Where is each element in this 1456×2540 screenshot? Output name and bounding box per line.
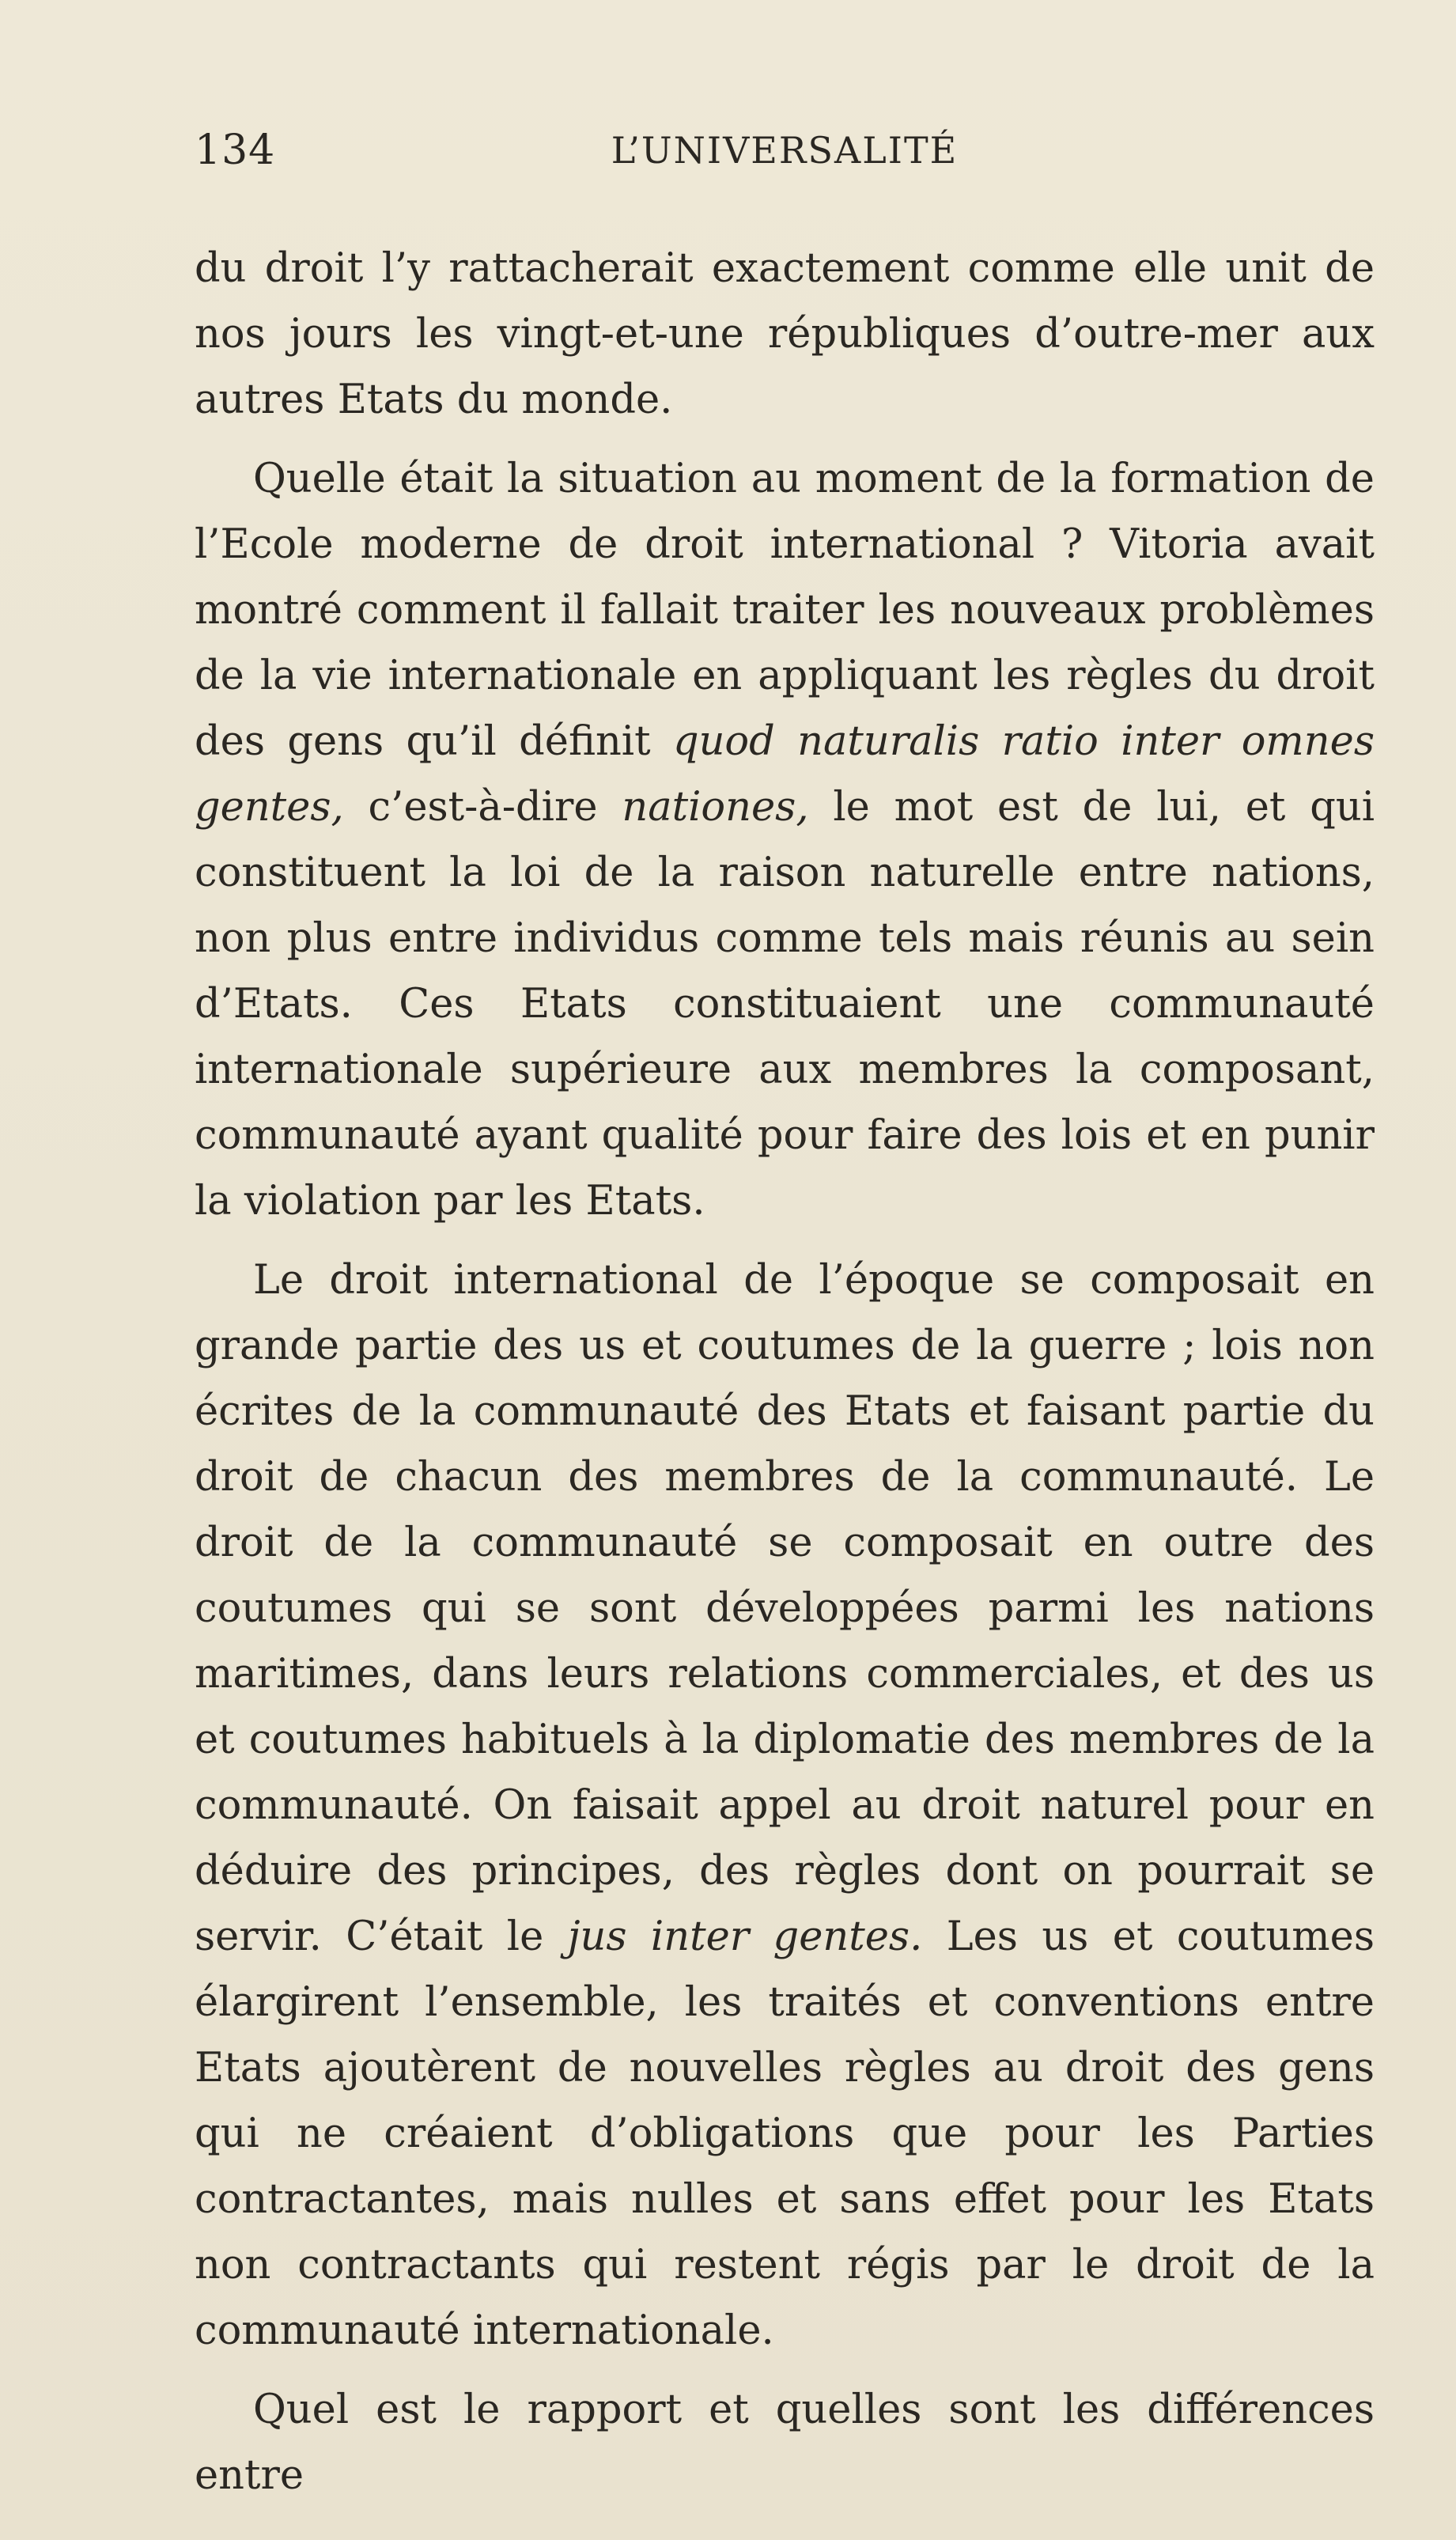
paragraph-4-text: Quel est le rapport et quelles sont les différences entre [195,2387,1375,2499]
paragraph-1 [195,236,1375,433]
paragraph-2-text-a: Quelle était la situation au moment de la formation de l’Ecole moderne de droit international ? Vitoria avait montré comment il fallait traiter les nouveaux problèmes de la vie internationale en appliquant les règles du droit des gens qu’il définit [195,456,1375,765]
paragraph-3-text-b: Les us et coutumes élargirent l’ensemble, les traités et conventions entre Etats ajoutèrent de nouvelles règles au droit des gens qui ne créaient d’obligations que pour les Parties contractantes, mais nulles et sans effet pour les Etats non contractants qui restent régis par le droit de la communauté internationale. [195,1914,1375,2354]
paragraph-3 [195,1247,1375,2364]
latin-phrase-quod-naturalis: quod naturalis ratio inter omnes gentes, [195,718,1375,831]
latin-word-nationes: nationes, [622,784,809,831]
paragraph-1-text: du droit l’y rattacherait exactement comme elle unit de nos jours les vingt-et-une républiques d’outre-mer aux autres Etats du monde. [195,245,1375,423]
paragraph-2-text-c: le mot est de lui, et qui constituent la loi de la raison naturelle entre nations, non plus entre individus comme tels mais réunis au sein d’Etats. Ces Etats constituaient une communauté internationale supérieure aux membres la composant, communauté ayant qualité pour faire des lois et en punir la violation par les Etats. [195,784,1375,1225]
paragraph-2-text-b: c’est-à-dire [343,784,622,831]
paragraph-2 [195,446,1375,1234]
paragraph-4 [195,2377,1375,2508]
page-header [195,119,1375,182]
page-number: 134 [195,127,276,174]
running-title: L’UNIVERSALITÉ [611,129,959,172]
body-text [195,236,1375,2522]
paragraph-3-text-a: Le droit international de l’époque se composait en grande partie des us et coutumes de la guerre ; lois non écrites de la communauté des Etats et faisant partie du droit de chacun des membres de la communauté. Le droit de la communauté se composait en outre des coutumes qui se sont développées parmi les nations maritimes, dans leurs relations commerciales, et des us et coutumes habituels à la diplomatie des membres de la communauté. On faisait appel au droit naturel pour en déduire des principes, des règles dont on pourrait se servir. C’était le [195,1257,1375,1960]
latin-phrase-jus-inter-gentes: jus inter gentes. [567,1914,923,1960]
